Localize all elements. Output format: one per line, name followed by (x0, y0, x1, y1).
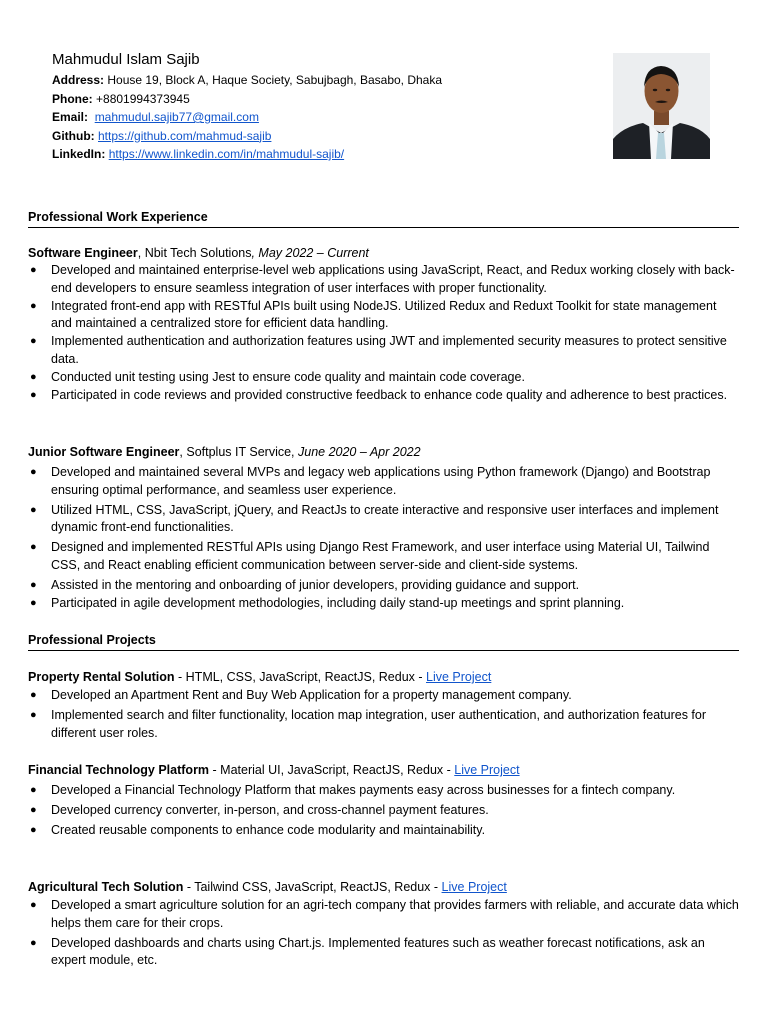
project-stack: - Material UI, JavaScript, ReactJS, Redux - (209, 763, 455, 777)
live-project-link[interactable]: Live Project (441, 880, 507, 894)
list-item: ● Participated in agile development methodologies, including daily stand-up meetings and sprint planning. (28, 595, 740, 613)
live-project-link[interactable]: Live Project (454, 763, 520, 777)
project-name: Agricultural Tech Solution (28, 880, 184, 894)
job-role: Junior Software Engineer (28, 445, 180, 459)
section-projects-title: Professional Projects (28, 632, 739, 651)
phone-label: Phone: (52, 91, 93, 106)
bullet-icon: ● (30, 803, 37, 816)
bullet-icon: ● (30, 899, 37, 911)
bullet-icon: ● (30, 503, 37, 516)
list-item: ● Developed and maintained enterprise-level web applications using JavaScript, React, and Redux working closely with back-end developers to ensure seamless integration of user interfaces with proper functionality. (30, 263, 735, 295)
phone-value: +8801994373945 (96, 91, 190, 106)
job-junior-software-engineer (28, 444, 740, 614)
list-item: ● Developed currency converter, in-person, and cross-channel payment features. (28, 802, 740, 820)
section-work-experience-title: Professional Work Experience (28, 209, 739, 228)
address-label: Address: (52, 73, 105, 87)
linkedin-line (52, 145, 442, 164)
job-role: Software Engineer (28, 246, 138, 260)
bullet-icon: ● (30, 596, 37, 609)
project-bullets (28, 782, 740, 839)
github-label: Github: (52, 128, 95, 143)
contact-header (52, 50, 442, 164)
list-item: ● Developed and maintained several MVPs and legacy web applications using Python framework (Django) and Bootstrap ensuring optimal performance, and seamless user experience. (30, 465, 711, 497)
job-title-line (28, 444, 740, 461)
job-dates: June 2020 – Apr 2022 (298, 445, 421, 459)
live-project-link[interactable]: Live Project (426, 670, 492, 684)
bullet-icon: ● (30, 466, 37, 478)
job-bullets (28, 464, 740, 612)
job-title-line (28, 245, 740, 262)
project-stack: - HTML, CSS, JavaScript, ReactJS, Redux - (174, 670, 427, 684)
list-item: ● Integrated front-end app with RESTful APIs built using NodeJS. Utilized Redux and Reduxt Toolkit for state management and maintained a centralized store for efficient data handling. (30, 298, 717, 331)
bullet-icon: ● (30, 541, 37, 554)
job-software-engineer (28, 245, 740, 404)
project-title-line (28, 879, 740, 896)
project-title-line (28, 669, 740, 686)
email-line (52, 108, 442, 127)
list-item: ● Developed dashboards and charts using Chart.js. Implemented features such as weather forecast notifications, ask an expert module, etc. (30, 935, 705, 968)
list-item: ● Conducted unit testing using Jest to ensure code quality and maintain code coverage. (28, 369, 740, 387)
project-name: Property Rental Solution (28, 670, 175, 684)
profile-photo-icon (613, 53, 710, 159)
list-item: ● Implemented search and filter functionality, location map integration, user authentication, and authorization features for different user roles. (30, 707, 707, 740)
candidate-name: Mahmudul Islam Sajib (52, 51, 200, 68)
github-link[interactable]: https://github.com/mahmud-sajib (98, 128, 272, 143)
bullet-icon: ● (30, 264, 37, 276)
project-fintech-platform (28, 762, 740, 841)
project-property-rental (28, 669, 740, 744)
list-item: ● Assisted in the mentoring and onboarding of junior developers, providing guidance and support. (28, 577, 740, 595)
list-item: ● Created reusable components to enhance code modularity and maintainability. (28, 822, 740, 840)
list-item: ● Designed and implemented RESTful APIs using Django Rest Framework, and user interface using Material UI, Tailwind CSS, and React enabling efficient communication between server-side and client-side systems. (30, 540, 710, 572)
phone-line (52, 90, 442, 109)
bullet-icon: ● (30, 936, 37, 949)
list-item: ● Utilized HTML, CSS, JavaScript, jQuery, and ReactJs to create interactive and responsive user interfaces and implement dynamic front-end functionalities. (30, 502, 719, 535)
bullet-icon: ● (30, 299, 37, 312)
list-item: ● Developed a Financial Technology Platform that makes payments easy across businesses for a fintech company. (28, 782, 740, 800)
job-bullets (28, 262, 740, 404)
bullet-icon: ● (30, 708, 37, 721)
email-link[interactable]: mahmudul.sajib77@gmail.com (94, 110, 259, 124)
project-bullets (28, 897, 740, 970)
bullet-icon: ● (30, 823, 37, 836)
bullet-icon: ● (30, 784, 37, 796)
job-company: , Nbit Tech Solutions (137, 246, 252, 260)
list-item: ● Developed a smart agriculture solution for an agri-tech company that provides farmers with reliable, and accurate data which helps them care for their crops. (30, 898, 739, 930)
github-line (52, 127, 442, 146)
list-item: ● Implemented authentication and authorization features using JWT and implemented security measures to protect sensitive data. (30, 334, 727, 366)
profile-photo (613, 53, 710, 159)
bullet-icon: ● (30, 578, 37, 591)
project-name: Financial Technology Platform (28, 763, 210, 777)
job-dates: , May 2022 – Current (251, 246, 369, 260)
linkedin-label: LinkedIn: (52, 147, 106, 161)
bullet-icon: ● (30, 335, 37, 348)
project-bullets (28, 687, 740, 742)
bullet-icon: ● (30, 388, 37, 401)
project-agri-tech (28, 879, 740, 972)
address-value: House 19, Block A, Haque Society, Sabujbagh, Basabo, Dhaka (107, 73, 443, 87)
job-company: , Softplus IT Service, (179, 445, 298, 459)
bullet-icon: ● (30, 689, 37, 701)
email-label: Email: (52, 110, 89, 124)
project-stack: - Tailwind CSS, JavaScript, ReactJS, Redux - (183, 880, 442, 894)
list-item: ● Participated in code reviews and provided constructive feedback to enhance code quality and adherence to best practices. (28, 387, 740, 405)
bullet-icon: ● (30, 370, 37, 383)
address-line (52, 71, 442, 90)
linkedin-link[interactable]: https://www.linkedin.com/in/mahmudul-sajib/ (108, 147, 345, 161)
project-title-line (28, 762, 740, 779)
list-item: ● Developed an Apartment Rent and Buy Web Application for a property management company. (28, 687, 740, 705)
